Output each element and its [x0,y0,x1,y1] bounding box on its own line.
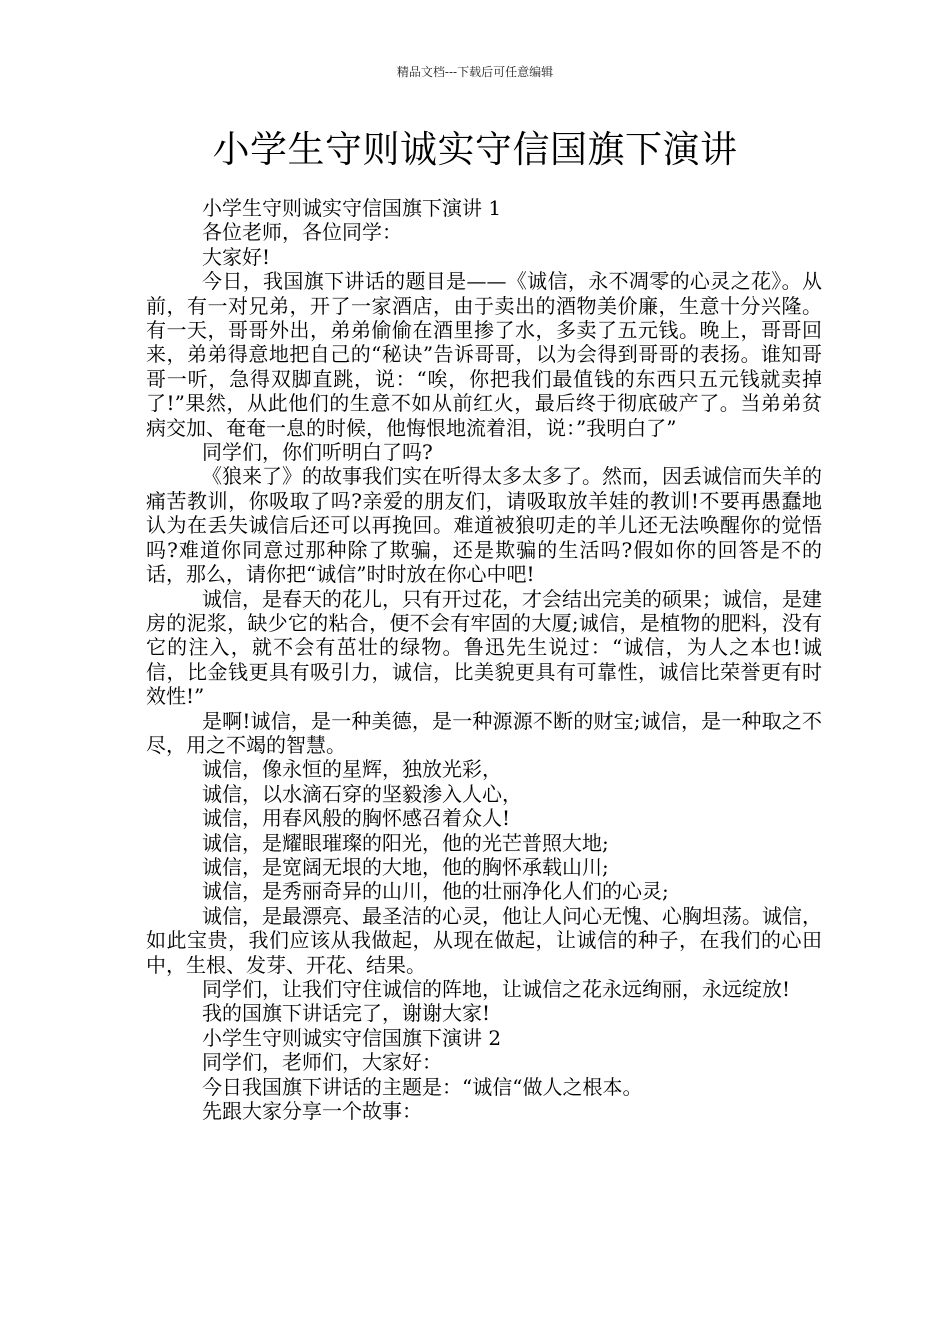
paragraph: 诚信，是春天的花儿，只有开过花，才会结出完美的硕果；诚信，是建房的泥浆，缺少它的粘合，便不会有牢固的大厦;诚信，是植物的肥料，没有它的注入，就不会有茁壮的绿物。鲁迅先生说过：“诚信，为人之本也!诚信，比金钱更具有吸引力，诚信，比美貌更具有可靠性，诚信比荣誉更有时效性!” [146,586,822,709]
paragraph: 诚信，用春风般的胸怀感召着众人! [202,806,511,831]
paragraph: 同学们，你们听明白了吗? [202,440,433,465]
paragraph: 今日，我国旗下讲话的题目是——《诚信，永不凋零的心灵之花》。从前，有一对兄弟，开了一家酒店，由于卖出的酒物美价廉，生意十分兴隆。有一天，哥哥外出，弟弟偷偷在酒里掺了水，多卖了五元钱。晚上，哥哥回来，弟弟得意地把自己的“秘诀”告诉哥哥，以为会得到哥哥的表扬。谁知哥哥一听，急得双脚直跳，说：“唉，你把我们最值钱的东西只五元钱就卖掉了!”果然，从此他们的生意不如从前红火，最后终于彻底破产了。当弟弟贫病交加、奄奄一息的时候，他悔恨地流着泪，说：”我明白了” [146,269,822,440]
paragraph: 先跟大家分享一个故事： [202,1099,422,1124]
document-title: 小学生守则诚实守信国旗下演讲 [212,128,738,171]
paragraph: 大家好! [202,244,271,269]
paragraph: 《狼来了》的故事我们实在听得太多太多了。然而，因丢诚信而失羊的痛苦教训，你吸取了吗?亲爱的朋友们，请吸取放羊娃的教训!不要再愚蠢地认为在丢失诚信后还可以再挽回。难道被狼叨走的羊儿还无法唤醒你的觉悟吗?难道你同意过那种除了欺骗，还是欺骗的生活吗?假如你的回答是不的话，那么，请你把“诚信”时时放在你心中吧! [146,464,822,587]
paragraph: 同学们，让我们守住诚信的阵地，让诚信之花永远绚丽，永远绽放! [202,977,791,1001]
paragraph: 小学生守则诚实守信国旗下演讲 1 [202,196,502,220]
paragraph: 各位老师，各位同学： [202,220,402,245]
document-body [146,196,822,1123]
paragraph: 同学们，老师们，大家好： [202,1050,442,1075]
paragraph: 诚信，是最漂亮、最圣洁的心灵，他让人问心无愧、心胸坦荡。诚信，如此宝贵，我们应该从我做起，从现在做起，让诚信的种子，在我们的心田中，生根、发芽、开花、结果。 [146,903,822,977]
paragraph: 是啊!诚信，是一种美德，是一种源源不断的财宝;诚信，是一种取之不尽，用之不竭的智慧。 [146,708,822,757]
page-header: 精品文档---下载后可任意编辑 [396,65,554,79]
paragraph: 诚信，是宽阔无垠的大地，他的胸怀承载山川; [202,854,609,879]
paragraph: 今日我国旗下讲话的主题是：“诚信“做人之根本。 [202,1074,643,1099]
paragraph: 诚信，以水滴石穿的坚毅渗入人心， [202,781,522,806]
paragraph: 我的国旗下讲话完了，谢谢大家! [202,1001,491,1026]
paragraph: 小学生守则诚实守信国旗下演讲 2 [202,1025,502,1050]
paragraph: 诚信，像永恒的星辉，独放光彩， [202,757,502,782]
paragraph: 诚信，是秀丽奇异的山川，他的壮丽净化人们的心灵; [202,879,669,904]
paragraph: 诚信，是耀眼璀璨的阳光，他的光芒普照大地; [202,830,609,855]
